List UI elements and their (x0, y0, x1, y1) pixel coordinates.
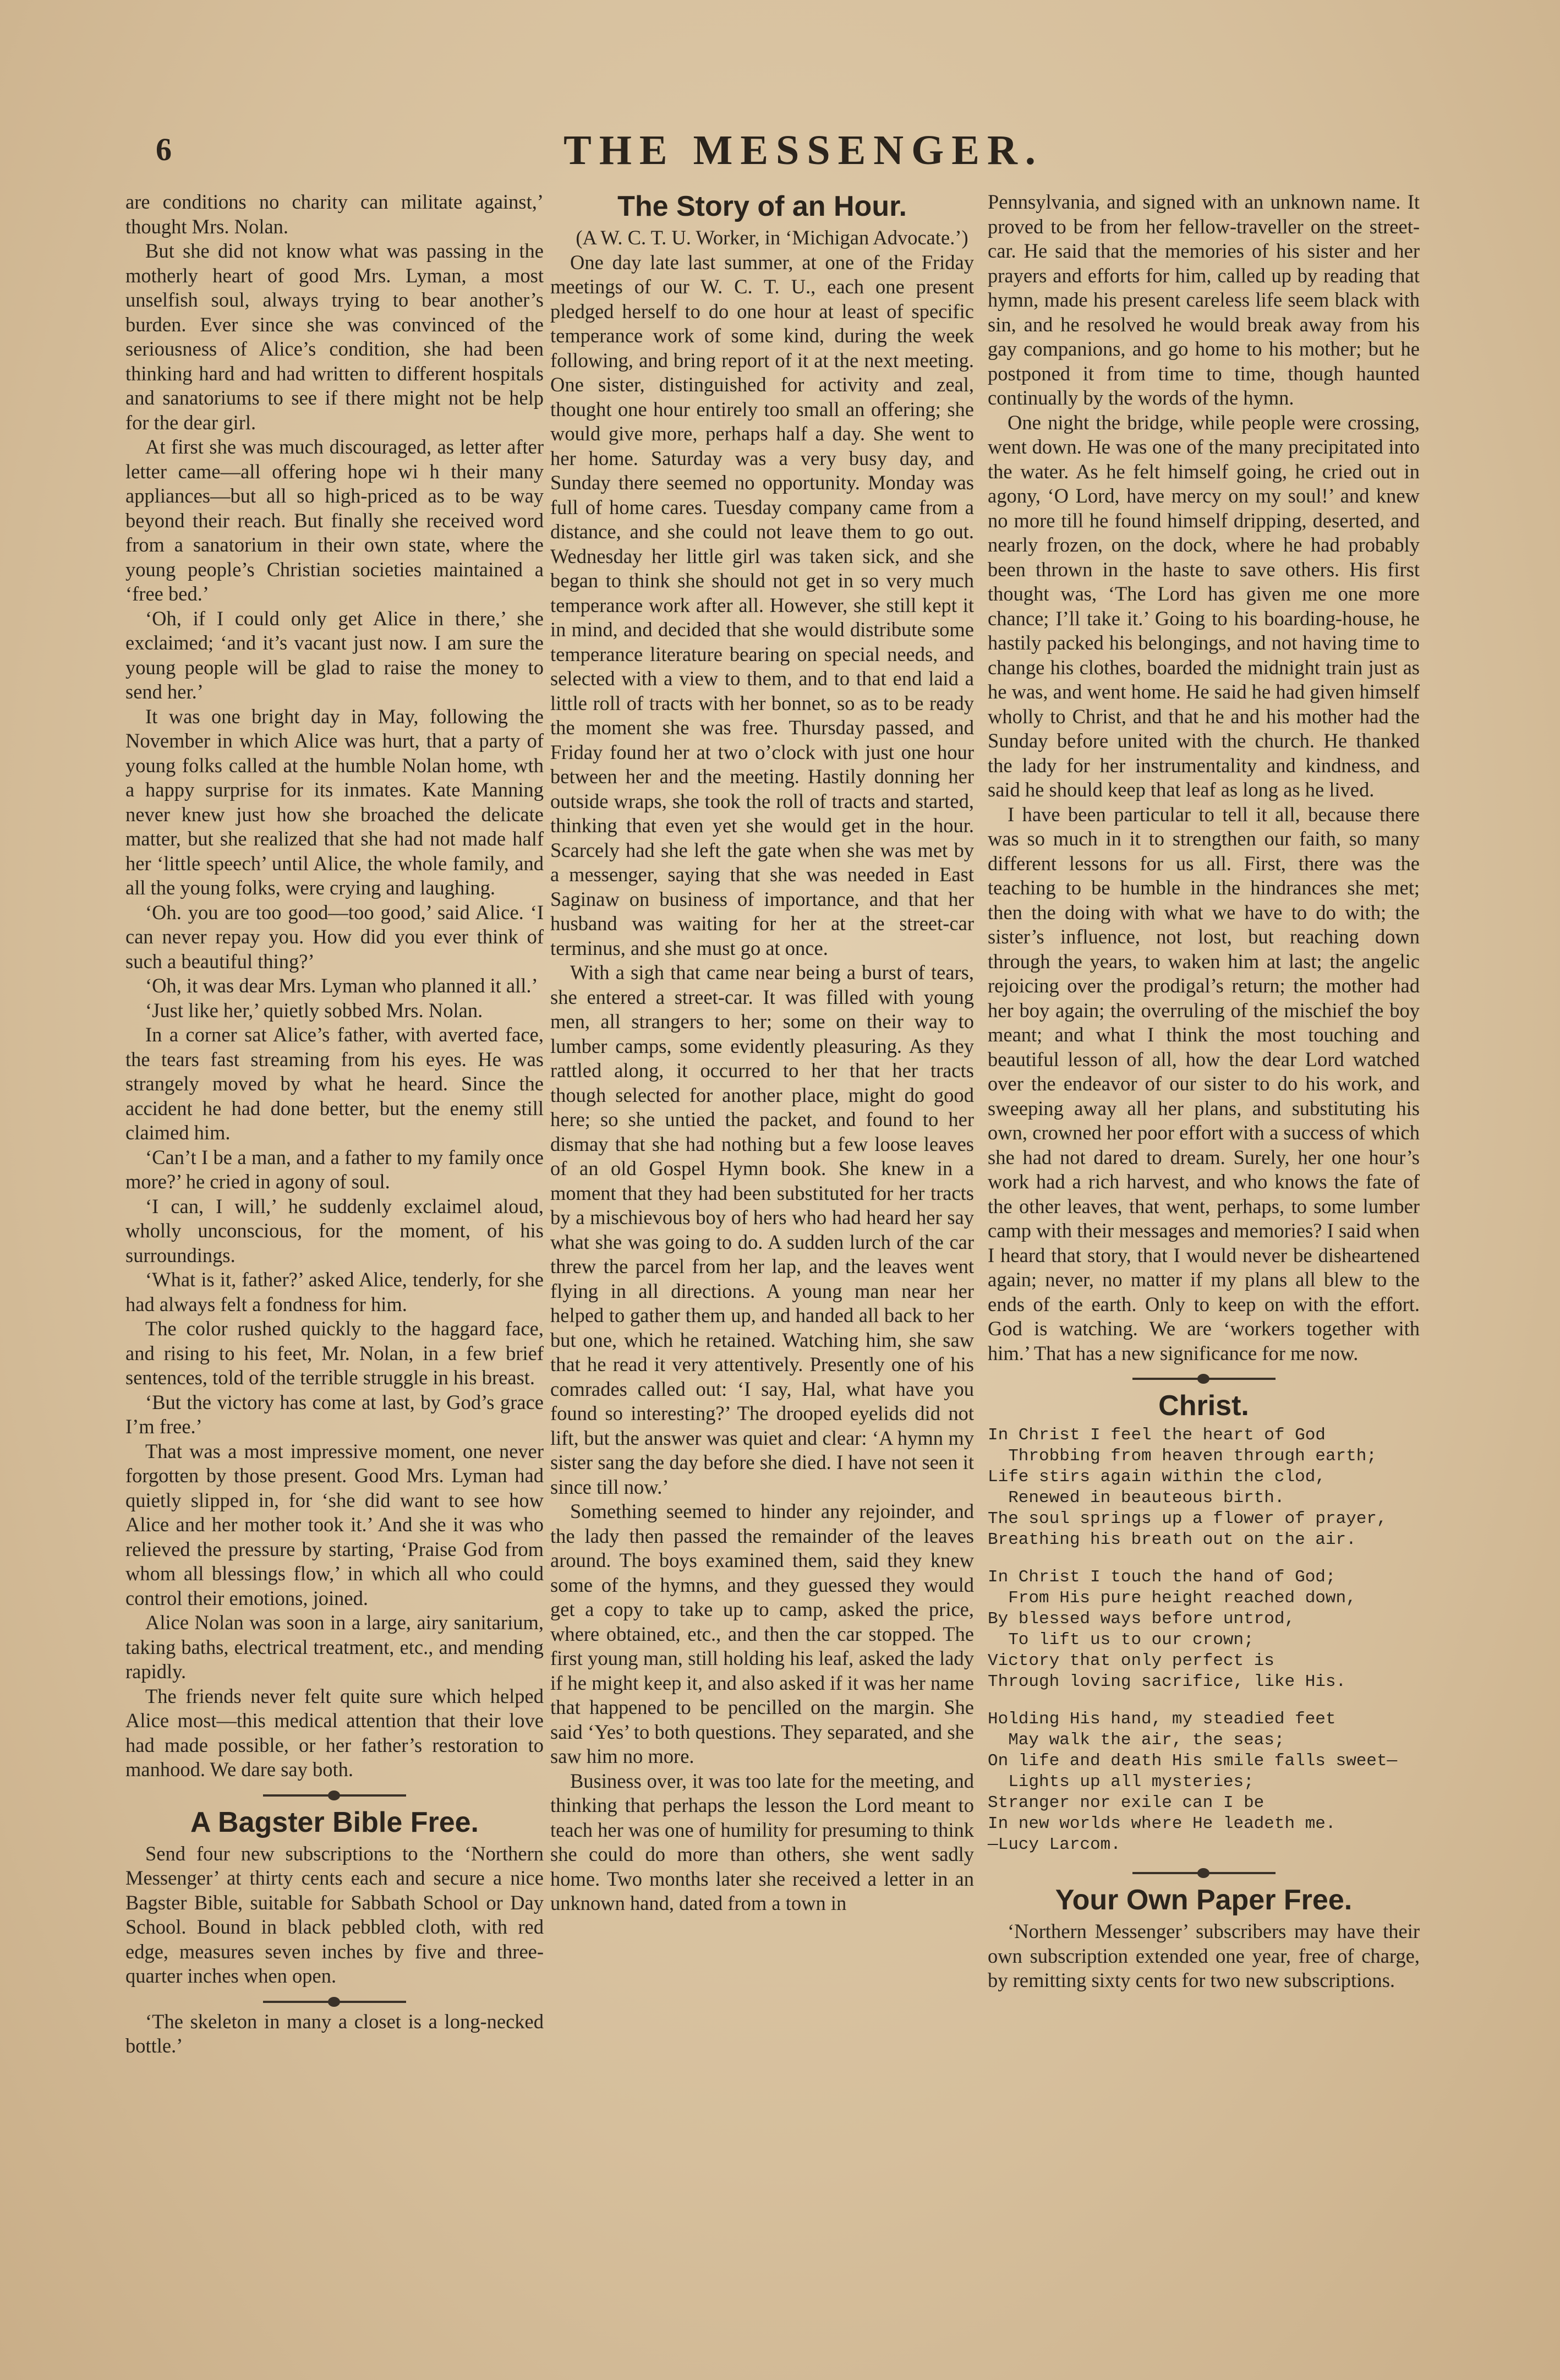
poem-line: On life and death His smile falls sweet— (988, 1751, 1398, 1771)
christ-poem-heading: Christ. (1158, 1390, 1249, 1422)
paragraph: One day late last summer, at one of the Friday meetings of our W. C. T. U., each one present pledged herself to do one hour at least of specific temperance work of some kind, during the week following, and bring report of it at the next meeting. One sister, distinguished for activity and zeal, thought one hour entirely too small an offering; she would give more, perhaps half a day. She went to her home. Saturday was a very busy day, and Sunday there seemed no opportunity. Monday was full of home cares. Tuesday company came from a distance, and she could not leave them to go out. Wednesday her little girl was taken sick, and she began to think she should not get in so very much temperance work after all. However, she still kept it in mind, and decided that she would distribute some temperance literature bearing on special needs, and selected with a view to them, and to that end laid a little roll of tracts with her bonnet, so as to be ready the moment she was free. Thursday passed, and Friday found her at two o’clock with just one hour between her and the meeting. Hastily donning her outside wraps, she took the roll of tracts and started, thinking that even yet she would get in the hour. Scarcely had she left the gate when she was met by a messenger, saying that she was needed in East Saginaw on business of importance, and that her husband was waiting for her at the street-car terminus, and she must go at once. (550, 250, 974, 959)
story-subtitle: (A W. C. T. U. Worker, in ‘Michigan Advocate.’) (576, 226, 968, 249)
poem-line: To lift us to our crown; (988, 1630, 1254, 1650)
paragraph: ‘What is it, father?’ asked Alice, tenderly, for she had always felt a fondness for him. (125, 1268, 544, 1315)
story-of-an-hour-heading: The Story of an Hour. (617, 190, 907, 222)
paragraph: Something seemed to hinder any rejoinder, and the lady then passed the remainder of the leaves around. The boys examined them, said they knew some of the hymns, and they guessed they would get a copy to take up to camp, asked the price, where obtained, etc., and then the car stopped. The first young man, still holding his leaf, asked the lady if he might keep it, and also asked if it was her name that happened to be pencilled on the margin. She said ‘Yes’ to both questions. They separated, and she saw him no more. (550, 1500, 974, 1767)
poem-line: In Christ I touch the hand of God; (988, 1568, 1336, 1587)
skeleton-quote: ‘The skeleton in many a closet is a long-necked bottle.’ (125, 2010, 544, 2057)
column-1 (125, 190, 544, 2059)
poem-author: —Lucy Larcom. (988, 1835, 1121, 1854)
section-divider (1132, 1872, 1276, 1874)
paragraph: That was a most impressive moment, one never forgotten by those present. Good Mrs. Lyman had quietly slipped in, for ‘she did want to see how Alice and her mother took it.’ And she it was who relieved the pressure by starting, ‘Praise God from whom all blessings flow,’ in which all who could control their emotions, joined. (125, 1439, 544, 1609)
christ-poem (988, 1425, 1420, 1855)
poem-line: In new worlds where He leadeth me. (988, 1814, 1336, 1833)
paragraph: Business over, it was too late for the meeting, and thinking that perhaps the lesson the Lord meant to teach her was one of humility for presuming to think she could do more than others, she went sadly home. Two months later she received a letter in an unknown hand, dated from a town in (550, 1769, 974, 1914)
bagster-bible-heading: A Bagster Bible Free. (190, 1806, 479, 1838)
poem-line: May walk the air, the seas; (988, 1731, 1285, 1750)
paragraph: ‘Oh, it was dear Mrs. Lyman who planned it all.’ (145, 974, 538, 997)
poem-stanza (988, 1709, 1420, 1855)
paragraph: Alice Nolan was soon in a large, airy sanitarium, taking baths, electrical treatment, etc., and mending rapidly. (125, 1611, 544, 1683)
paragraph: With a sigh that came near being a burst of tears, she entered a street-car. It was filled with young men, all strangers to her; some on their way to lumber camps, some evidently pleasuring. As they rattled along, it occurred to her that her tracts though selected for another place, might do good here; so she untied the packet, and found to her dismay that she had nothing but a few loose leaves of an old Gospel Hymn book. She knew in a moment that they had been substituted for her tracts by a mischievous boy of hers who had heard her say what she was going to do. A sudden lurch of the car threw the parcel from her lap, and the leaves went flying in all directions. A young man near her helped to gather them up, and handed all back to her but one, which he retained. Watching him, she saw that he read it very attentively. Presently one of his comrades called out: ‘I say, Hal, what have you found so interesting?’ The drooped eyelids did not lift, but the answer was quiet and clear: ‘A hymn my sister sang the day before she died. I have not seen it since till now.’ (550, 961, 974, 1498)
paragraph: It was one bright day in May, following the November in which Alice was hurt, that a party of young folks called at the humble Nolan home, wth a happy surprise for its inmates. Kate Manning never knew just how she broached the delicate matter, but she realized that she had not made half her ‘little speech’ until Alice, the whole family, and all the young folks, were crying and laughing. (125, 705, 544, 899)
poem-line: In Christ I feel the heart of God (988, 1426, 1326, 1445)
masthead: THE MESSENGER. (563, 127, 1043, 173)
own-paper-free-heading: Your Own Paper Free. (1055, 1884, 1353, 1916)
poem-line: Holding His hand, my steadied feet (988, 1710, 1336, 1729)
poem-stanza (988, 1425, 1420, 1551)
paragraph: Pennsylvania, and signed with an unknown name. It proved to be from her fellow-traveller on the street-car. He said that the memories of his sister and her prayers and efforts for him, called up by reading that hymn, made his present careless life seem black with sin, and he resolved he would break away from his gay companions, and go home to his mother; but he postponed it from time to time, though haunted continually by the words of the hymn. (988, 190, 1420, 409)
section-divider (263, 1794, 406, 1797)
column-2 (550, 187, 974, 1916)
paragraph: are conditions no charity can militate against,’ thought Mrs. Nolan. (125, 190, 544, 238)
paragraph: ‘Oh, if I could only get Alice in there,’ she exclaimed; ‘and it’s vacant just now. I am sure the young people will be glad to raise the money to send her.’ (125, 607, 544, 703)
poem-line: From His pure height reached down, (988, 1589, 1356, 1608)
poem-line: By blessed ways before untrod, (988, 1609, 1295, 1629)
section-divider (1132, 1378, 1276, 1380)
paragraph: ‘Oh. you are too good—too good,’ said Alice. ‘I can never repay you. How did you ever think of such a beautiful thing?’ (125, 900, 544, 973)
poem-line: Lights up all mysteries; (988, 1772, 1254, 1792)
paragraph: The friends never felt quite sure which helped Alice most—this medical attention that their love had made possible, or her father’s restoration to manhood. We dare say both. (125, 1684, 544, 1781)
poem-line: Life stirs again within the clod, (988, 1467, 1326, 1487)
paragraph: One night the bridge, while people were crossing, went down. He was one of the many precipitated into the water. As he felt himself going, he cried out in agony, ‘O Lord, have mercy on my soul!’ and knew no more till he found himself dripping, deserted, and nearly frozen, on the dock, where he had probably been thrown in the haste to save others. His first thought was, ‘The Lord has given me one more chance; I’ll take it.’ Going to his boarding-house, he hastily packed his belongings, and not having time to change his clothes, boarded the midnight train just as he was, and went home. He said he had given himself wholly to Christ, and that he and his mother had the Sunday before united with the church. He thanked the lady for her instrumentality and kindness, and said he should keep that leaf as long as he lived. (988, 411, 1420, 801)
paragraph: In a corner sat Alice’s father, with averted face, the tears fast streaming from his eyes. He was strangely moved by what he heard. Since the accident he had done better, but the enemy still claimed him. (125, 1023, 544, 1144)
poem-stanza (988, 1567, 1420, 1693)
bagster-bible-text: Send four new subscriptions to the ‘Northern Messenger’ at thirty cents each and secure a nice Bagster Bible, suitable for Sabbath School or Day School. Bound in black pebbled cloth, with red edge, measures seven inches by five and three-quarter inches when open. (125, 1842, 544, 1987)
page-number: 6 (156, 132, 172, 167)
poem-line: Breathing his breath out on the air. (988, 1530, 1356, 1549)
paragraph: ‘Just like her,’ quietly sobbed Mrs. Nolan. (145, 998, 483, 1022)
poem-line: Throbbing from heaven through earth; (988, 1446, 1377, 1466)
paragraph: The color rushed quickly to the haggard face, and rising to his feet, Mr. Nolan, in a few brief sentences, told of the terrible struggle in his breast. (125, 1317, 544, 1389)
poem-line: Victory that only perfect is (988, 1651, 1274, 1671)
paragraph: But she did not know what was passing in the motherly heart of good Mrs. Lyman, a most unselfish soul, always trying to bear another’s burden. Ever since she was convinced of the seriousness of Alice’s condition, she had been thinking hard and had written to different hospitals and sanatoriums to see if there might not be help for the dear girl. (125, 239, 544, 434)
poem-line: The soul springs up a flower of prayer, (988, 1509, 1387, 1529)
poem-line: Through loving sacrifice, like His. (988, 1672, 1346, 1691)
paragraph: At first she was much discouraged, as letter after letter came—all offering hope wi h their many appliances—but all so high-priced as to be way beyond their reach. But finally she received word from a sanatorium in their own state, where the young people’s Christian societies maintained a ‘free bed.’ (125, 435, 544, 605)
section-divider (263, 2001, 406, 2003)
own-paper-free-text: ‘Northern Messenger’ subscribers may have their own subscription extended one year, free of charge, by remitting sixty cents for two new subscriptions. (988, 1920, 1420, 1991)
paragraph: ‘I can, I will,’ he suddenly exclaimel aloud, wholly unconscious, for the moment, of his surroundings. (125, 1194, 544, 1267)
column-3 (988, 190, 1420, 1993)
paragraph: ‘Can’t I be a man, and a father to my family once more?’ he cried in agony of soul. (125, 1145, 544, 1193)
poem-line: Renewed in beauteous birth. (988, 1488, 1285, 1508)
paragraph: ‘But the victory has come at last, by God’s grace I’m free.’ (125, 1390, 544, 1438)
paragraph: I have been particular to tell it all, because there was so much in it to strengthen our faith, so many different lessons for us all. First, there was the teaching to be humble in the hindrances she met; then the doing with what we have to do with; the sister’s influence, not lost, but reaching down through the years, to waken him at last; the angelic rejoicing over the prodigal’s return; the mother had her boy again; the overruling of the mischief the boy meant; and what I think the most touching and beautiful lesson of all, how the dear Lord watched over the endeavor of our sister to do his work, and sweeping away all her plans, and substituting his own, crowned her poor effort with a success of which she had not dared to dream. Surely, her one hour’s work had a rich harvest, and who knows the fate of the other leaves, that went, perhaps, to some lumber camp with their messages and memories? I said when I heard that story, that I would never be disheartened again; never, no matter if my plans all blew to the ends of the earth. Only to keep on with the effort. God is watching. We are ‘workers together with him.’ That has a new significance for me now. (988, 803, 1420, 1364)
poem-line: Stranger nor exile can I be (988, 1793, 1265, 1813)
